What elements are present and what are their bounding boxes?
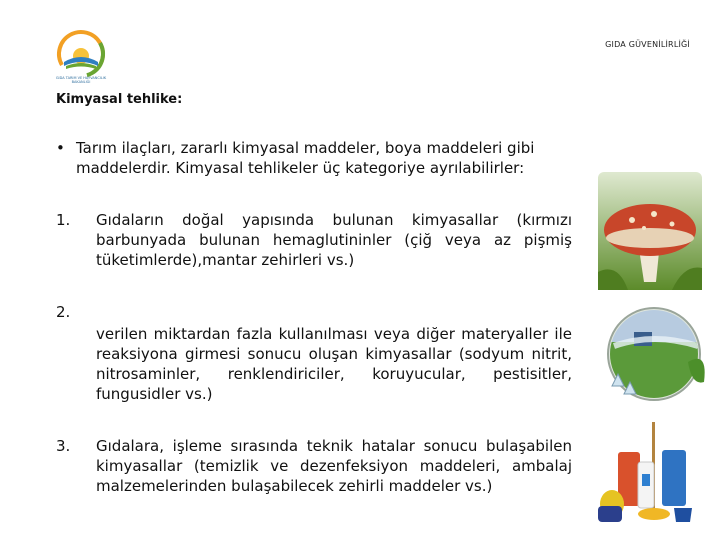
section-title: Kimyasal tehlike: <box>56 92 183 107</box>
bullet-marker: • <box>56 139 65 157</box>
item-text: Gıdaların doğal yapısında bulunan kimyasallar (kırmızı barbunyada bulunan hemaglutininler (çiğ veya az pişmiş tüketimlerde),mantar zehirleri vs.) <box>96 211 572 269</box>
item-text: Gıdalara, işleme sırasında teknik hatalar sonucu bulaşabilen kimyasallar (temizlik ve dezenfeksiyon maddeleri, ambalaj malzemelerinden bulaşabilecek zehirli maddeler vs.) <box>96 437 572 495</box>
ministry-logo <box>50 28 112 90</box>
pesticide-spraying-image <box>604 302 710 414</box>
intro-text: Tarım ilaçları, zararlı kimyasal maddeler, boya maddeleri gibi maddelerdir. Kimyasal tehlikeler üç kategoriye ayrılabilirler: <box>76 139 535 177</box>
header-title: GIDA GÜVENİLİRLİĞİ <box>605 40 690 49</box>
mushroom-image <box>598 172 702 290</box>
cleaning-products-image <box>596 422 696 524</box>
item-number: 1. <box>56 211 71 229</box>
logo-text: GIDA TARIM VE HAYVANCILIK BAKANLIĞI <box>55 76 107 84</box>
intro-paragraph <box>56 138 586 178</box>
item-number: 3. <box>56 437 71 455</box>
item-number: 2. <box>56 303 71 321</box>
item-text: verilen miktardan fazla kullanılması veya diğer materyaller ile reaksiyona girmesi sonucu oluşan kimyasallar (sodyum nitrit, nitrosaminler, renklendiriciler, koruyucular, pestisitler, fungusidler vs.) <box>96 325 572 403</box>
